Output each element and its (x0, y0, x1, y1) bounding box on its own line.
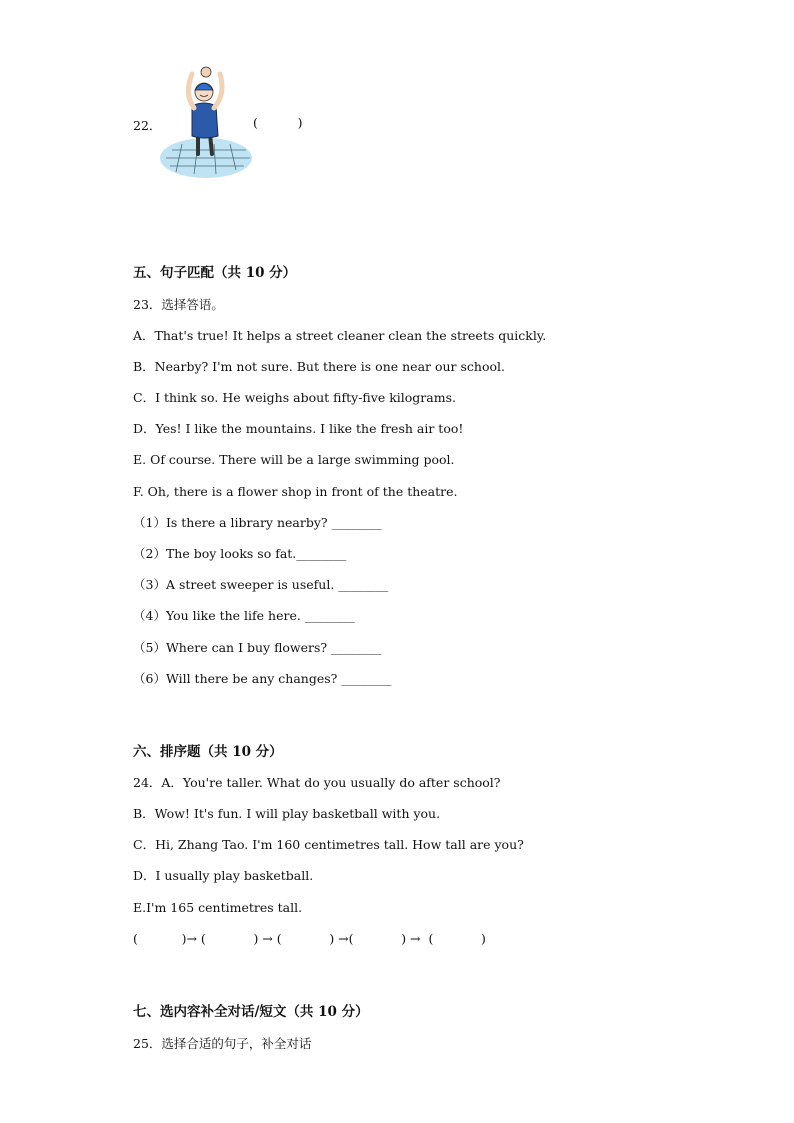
question-23-prompt: 23．选择答语。 (133, 297, 224, 312)
question-25-prompt: 25．选择合适的句子，补全对话 (133, 1036, 312, 1051)
match-item-3: （3）A street sweeper is useful. ________ (133, 577, 389, 592)
question-22-number: 22． (133, 118, 162, 133)
ordering-answer-row: ( )→ ( ) → ( ) →( ) → ( ) (133, 931, 486, 946)
question-24-line-d: D．I usually play basketball. (133, 868, 314, 883)
match-item-1: （1）Is there a library nearby? ________ (133, 515, 382, 530)
match-item-5: （5）Where can I buy flowers? ________ (133, 640, 382, 655)
option-e: E. Of course. There will be a large swimming pool. (133, 452, 455, 467)
match-item-6: （6）Will there be any changes? ________ (133, 671, 392, 686)
option-c: C．I think so. He weighs about fifty-five kilograms. (133, 390, 456, 405)
question-24-line-c: C．Hi, Zhang Tao. I'm 160 centimetres tall. How tall are you? (133, 837, 524, 852)
section-7-heading: 七、选内容补全对话/短文（共 10 分） (133, 1004, 369, 1020)
match-item-2: （2）The boy looks so fat.________ (133, 546, 347, 561)
question-24-line-a: 24．A．You're taller. What do you usually do after school? (133, 775, 501, 790)
match-item-4: （4）You like the life here. ________ (133, 608, 355, 623)
question-22-answer-blank: ( ) (253, 115, 303, 130)
section-5-heading: 五、句子匹配（共 10 分） (133, 265, 297, 281)
option-f: F. Oh, there is a flower shop in front of the theatre. (133, 484, 458, 499)
question-24-line-e: E.I'm 165 centimetres tall. (133, 900, 303, 915)
section-6-heading: 六、排序题（共 10 分） (133, 744, 283, 760)
swimmer-stretching-illustration (158, 64, 254, 182)
option-b: B．Nearby? I'm not sure. But there is one near our school. (133, 359, 505, 374)
option-d: D．Yes! I like the mountains. I like the fresh air too! (133, 421, 464, 436)
option-a: A．That's true! It helps a street cleaner clean the streets quickly. (133, 328, 547, 343)
question-24-line-b: B．Wow! It's fun. I will play basketball with you. (133, 806, 441, 821)
